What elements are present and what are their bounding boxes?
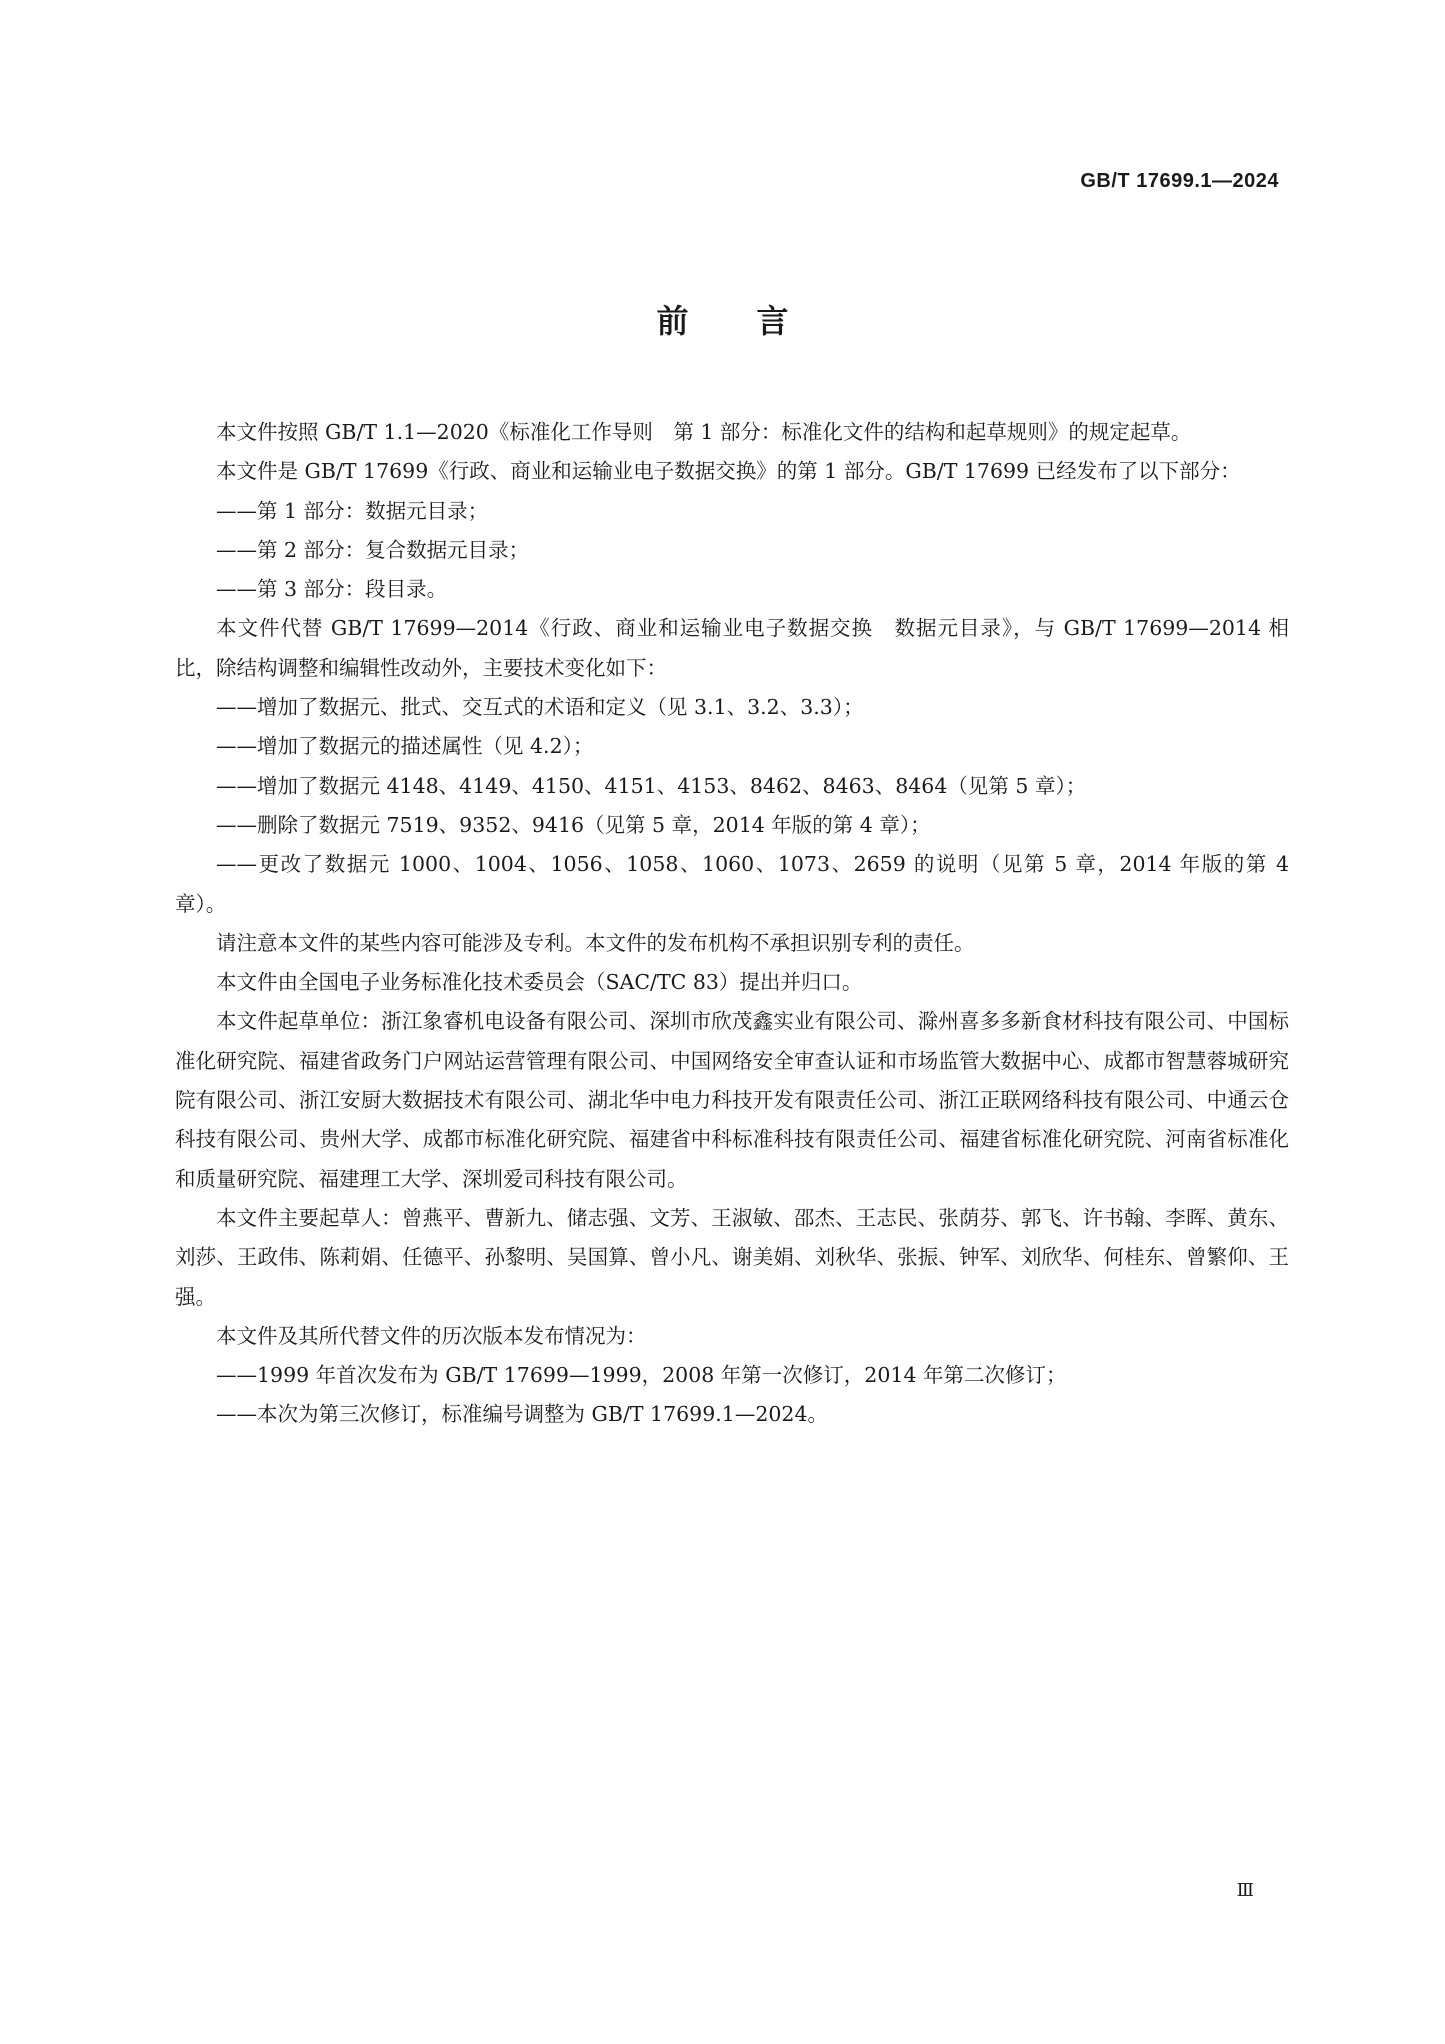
list-item-change-3: ——增加了数据元 4148、4149、4150、4151、4153、8462、8463、8464（见第 5 章）； xyxy=(216,773,1087,798)
paragraph-history-intro: 本文件及其所代替文件的历次版本发布情况为： xyxy=(216,1323,647,1348)
list-item-part-2: ——第 2 部分：复合数据元目录； xyxy=(216,537,530,562)
list-item-change-5: ——更改了数据元 1000、1004、1056、1058、1060、1073、2659 的说明（见第 5 章，2014 年版的第 4 章）。 xyxy=(175,852,1289,916)
list-item-part-1: ——第 1 部分：数据元目录； xyxy=(216,498,489,523)
list-item-change-4: ——删除了数据元 7519、9352、9416（见第 5 章，2014 年版的第 4 章）； xyxy=(216,812,931,837)
paragraph-committee: 本文件由全国电子业务标准化技术委员会（SAC/TC 83）提出并归口。 xyxy=(216,970,863,995)
standard-number: GB/T 17699.1—2024 xyxy=(1080,170,1279,192)
foreword-body xyxy=(175,413,1289,1435)
paragraph-drafters: 本文件主要起草人：曾燕平、曹新九、储志强、文芳、王淑敏、邵杰、王志民、张荫芬、郭飞、许书翰、李晖、黄东、刘莎、王政伟、陈莉娟、任德平、孙黎明、吴国算、曾小凡、谢美娟、刘秋华、张振、钟军、刘欣华、何桂东、曾繁仰、王强。 xyxy=(175,1205,1289,1309)
paragraph-replaces: 本文件代替 GB/T 17699—2014《行政、商业和运输业电子数据交换 数据元目录》，与 GB/T 17699—2014 相比，除结构调整和编辑性改动外，主要技术变化如下： xyxy=(175,616,1289,680)
list-item-history-2: ——本次为第三次修订，标准编号调整为 GB/T 17699.1—2024。 xyxy=(216,1402,828,1427)
paragraph-drafting-rules: 本文件按照 GB/T 1.1—2020《标准化工作导则 第 1 部分：标准化文件的结构和起草规则》的规定起草。 xyxy=(216,420,1192,444)
paragraph-patent-notice: 请注意本文件的某些内容可能涉及专利。本文件的发布机构不承担识别专利的责任。 xyxy=(216,930,975,955)
page-title: 前言 xyxy=(656,302,857,340)
paragraph-drafting-units: 本文件起草单位：浙江象睿机电设备有限公司、深圳市欣茂鑫实业有限公司、滁州喜多多新食材科技有限公司、中国标准化研究院、福建省政务门户网站运营管理有限公司、中国网络安全审查认证和市场监管大数据中心、成都市智慧蓉城研究院有限公司、浙江安厨大数据技术有限公司、湖北华中电力科技开发有限责任公司、浙江正联网络科技有限公司、中通云仓科技有限公司、贵州大学、成都市标准化研究院、福建省中科标准科技有限责任公司、福建省标准化研究院、河南省标准化和质量研究院、福建理工大学、深圳爱司科技有限公司。 xyxy=(175,1009,1289,1191)
list-item-change-1: ——增加了数据元、批式、交互式的术语和定义（见 3.1、3.2、3.3）； xyxy=(216,695,864,720)
list-item-part-3: ——第 3 部分：段目录。 xyxy=(216,577,448,602)
list-item-history-1: ——1999 年首次发布为 GB/T 17699—1999，2008 年第一次修订，2014 年第二次修订； xyxy=(216,1363,1067,1388)
paragraph-series-parts: 本文件是 GB/T 17699《行政、商业和运输业电子数据交换》的第 1 部分。GB/T 17699 已经发布了以下部分： xyxy=(216,459,1241,484)
list-item-change-2: ——增加了数据元的描述属性（见 4.2）； xyxy=(216,734,594,759)
page-number: Ⅲ xyxy=(1236,1880,1253,1901)
